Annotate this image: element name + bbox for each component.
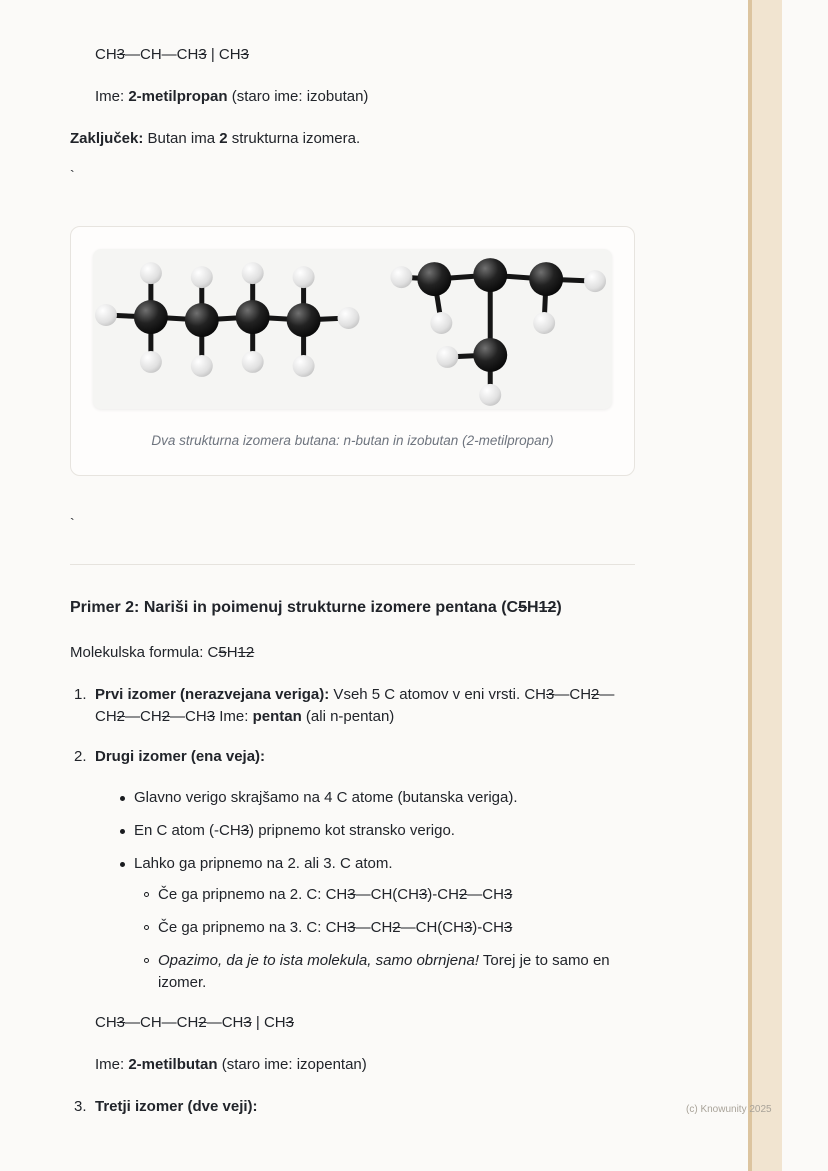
text-segment: strukturna izomera.	[227, 130, 361, 147]
text-segment: —CH	[206, 1014, 244, 1031]
text-segment: 2-metilpropan	[128, 88, 228, 105]
figure-caption: Dva strukturna izomera butana: n-butan in izobutan (2-metilpropan)	[151, 433, 554, 448]
list-item-text	[95, 1096, 635, 1118]
bullet-item-3	[70, 853, 635, 875]
hydrogen-atom	[242, 351, 264, 373]
molecular-formula-line	[70, 642, 635, 664]
hydrogen-atom	[390, 266, 412, 288]
hydrogen-atom	[191, 266, 213, 288]
carbon-atom	[185, 303, 219, 337]
text-segment: —CH(CH	[355, 886, 419, 903]
text-segment: CH	[95, 1014, 117, 1031]
text-segment: ) pripnemo kot stransko verigo.	[249, 822, 455, 839]
text-segment: Ime:	[95, 1056, 129, 1073]
text-segment: )-CH	[427, 886, 459, 903]
page-edge-strip	[748, 0, 782, 1171]
text-segment: 3	[546, 686, 555, 703]
text-segment: 2-metilbutan	[128, 1056, 218, 1073]
watermark: (c) Knowunity 2025	[686, 1104, 772, 1115]
text-segment: 3	[243, 1014, 252, 1031]
name-line-metilbutan	[95, 1054, 635, 1076]
text-segment: 3	[206, 708, 216, 725]
bullet-item-1	[70, 787, 635, 809]
text-segment: —CH	[467, 886, 504, 903]
text-segment: —CH	[355, 919, 393, 936]
text-segment: Molekulska formula: C	[70, 644, 219, 661]
text-segment: 3	[116, 46, 126, 63]
text-segment: )-CH	[472, 919, 504, 936]
text-segment: —CH(CH	[400, 919, 464, 936]
text-segment: Torej je to samo en izomer.	[158, 952, 610, 991]
hydrogen-atom	[338, 307, 360, 329]
ordered-item-3	[70, 1096, 635, 1118]
sub-bullet-item-2	[70, 917, 635, 939]
text-segment: 2	[219, 130, 228, 147]
carbon-atom	[473, 258, 507, 292]
text-segment: 3	[463, 919, 473, 936]
formula-line-isobutane	[95, 44, 635, 66]
hydrogen-atoms	[95, 262, 606, 406]
carbon-atom	[287, 303, 321, 337]
bullet-item-2	[70, 820, 635, 842]
sub-bullet-item-1	[70, 884, 635, 906]
hydrogen-atom	[140, 262, 162, 284]
carbon-atom	[529, 262, 563, 296]
section-divider	[70, 564, 635, 565]
hydrogen-atom	[242, 262, 264, 284]
text-segment: 3	[240, 46, 249, 63]
text-segment: 2	[591, 686, 600, 703]
name-line-isobutane	[95, 86, 635, 108]
document-content	[70, 0, 635, 1118]
section-heading	[70, 596, 635, 620]
text-segment: 3	[503, 886, 513, 903]
text-segment: | CH	[206, 46, 241, 63]
text-segment: 2	[161, 708, 171, 725]
text-segment: Butan ima	[143, 130, 220, 147]
molecule-structures-svg	[93, 249, 612, 409]
stray-backtick-2: `	[70, 515, 75, 531]
text-segment: H	[527, 599, 539, 616]
text-segment: (staro ime: izobutan)	[227, 88, 369, 105]
conclusion-line	[70, 128, 635, 150]
text-segment: 3	[240, 822, 250, 839]
text-segment: (staro ime: izopentan)	[217, 1056, 367, 1073]
bullet-text	[134, 787, 635, 809]
bullet-icon	[120, 862, 125, 867]
ordered-item-1	[70, 684, 635, 728]
hydrogen-atom	[584, 270, 606, 292]
list-item-text	[95, 746, 635, 768]
text-segment: Če ga pripnemo na 2. C: CH	[158, 886, 348, 903]
text-segment: 12	[538, 599, 557, 616]
text-segment: Glavno verigo skrajšamo na 4 C atome (butanska veriga).	[134, 789, 518, 806]
circle-bullet-icon	[144, 958, 149, 963]
sub-bullet-text	[158, 884, 635, 906]
ordered-item-2	[70, 746, 635, 768]
text-segment: —CH—CH	[125, 1014, 199, 1031]
hydrogen-atom	[479, 384, 501, 406]
hydrogen-atom	[191, 355, 213, 377]
text-segment: Prvi izomer (nerazvejana veriga):	[95, 686, 330, 703]
carbon-atom	[417, 262, 451, 296]
text-segment: Primer 2: Nariši in poimenuj strukturne izomere pentana (C	[70, 599, 519, 616]
text-segment: —CH—CH	[125, 46, 199, 63]
list-number: 3.	[74, 1098, 87, 1115]
text-segment: 3	[347, 919, 356, 936]
list-number: 1.	[74, 686, 87, 703]
sub-bullet-text	[158, 950, 635, 994]
text-segment: 5	[518, 599, 528, 616]
list-number: 2.	[74, 748, 87, 765]
text-segment: Vseh 5 C atomov v eni vrsti. CH	[329, 686, 547, 703]
hydrogen-atom	[140, 351, 162, 373]
text-segment: 2	[458, 886, 468, 903]
text-segment: (ali n-pentan)	[301, 708, 395, 725]
hydrogen-atom	[293, 266, 315, 288]
circle-bullet-icon	[144, 925, 149, 930]
carbon-atom	[134, 300, 168, 334]
bullet-text	[134, 820, 635, 842]
text-segment: 3	[285, 1014, 294, 1031]
stray-backtick-1: `	[70, 167, 75, 183]
text-segment: Ime:	[215, 708, 253, 725]
text-segment: )	[556, 599, 562, 616]
text-segment: H	[226, 644, 238, 661]
text-segment: 3	[503, 919, 513, 936]
bullet-text	[134, 853, 635, 875]
hydrogen-atom	[95, 304, 117, 326]
text-segment: 3	[418, 886, 428, 903]
text-segment: Opazimo, da je to ista molekula, samo obrnjena!	[158, 952, 479, 969]
text-segment: pentan	[252, 708, 302, 725]
text-segment: CH	[95, 46, 117, 63]
text-segment: —CH	[170, 708, 207, 725]
text-segment: 3	[347, 886, 356, 903]
carbon-atom	[473, 338, 507, 372]
text-segment: —CH	[95, 686, 615, 725]
text-segment: Če ga pripnemo na 3. C: CH	[158, 919, 348, 936]
text-segment: 12	[237, 644, 255, 661]
text-segment: 2	[392, 919, 401, 936]
carbon-atom	[236, 300, 270, 334]
circle-bullet-icon	[144, 892, 149, 897]
text-segment: Lahko ga pripnemo na 2. ali 3. C atom.	[134, 855, 393, 872]
text-segment: 3	[198, 46, 207, 63]
molecule-image	[93, 249, 612, 409]
text-segment: 5	[218, 644, 227, 661]
text-segment: 2	[198, 1014, 207, 1031]
text-segment: En C atom (-CH	[134, 822, 241, 839]
bullet-icon	[120, 829, 125, 834]
text-segment: Zaključek:	[70, 130, 144, 147]
text-segment: Drugi izomer (ena veja):	[95, 748, 266, 765]
text-segment: 2	[116, 708, 126, 725]
text-segment: —CH	[554, 686, 592, 703]
text-segment: 3	[116, 1014, 126, 1031]
formula-line-metilbutan	[95, 1012, 635, 1034]
hydrogen-atom	[293, 355, 315, 377]
sub-bullet-item-3	[70, 950, 635, 994]
text-segment: | CH	[251, 1014, 286, 1031]
text-segment: —CH	[125, 708, 162, 725]
figure-card	[70, 226, 635, 476]
page-edge-strip-line	[748, 0, 752, 1171]
bullet-icon	[120, 796, 125, 801]
hydrogen-atom	[533, 312, 555, 334]
sub-bullet-text	[158, 917, 635, 939]
text-segment: Tretji izomer (dve veji):	[95, 1098, 258, 1115]
list-item-text	[95, 684, 635, 728]
text-segment: Ime:	[95, 88, 129, 105]
hydrogen-atom	[430, 312, 452, 334]
hydrogen-atom	[436, 346, 458, 368]
